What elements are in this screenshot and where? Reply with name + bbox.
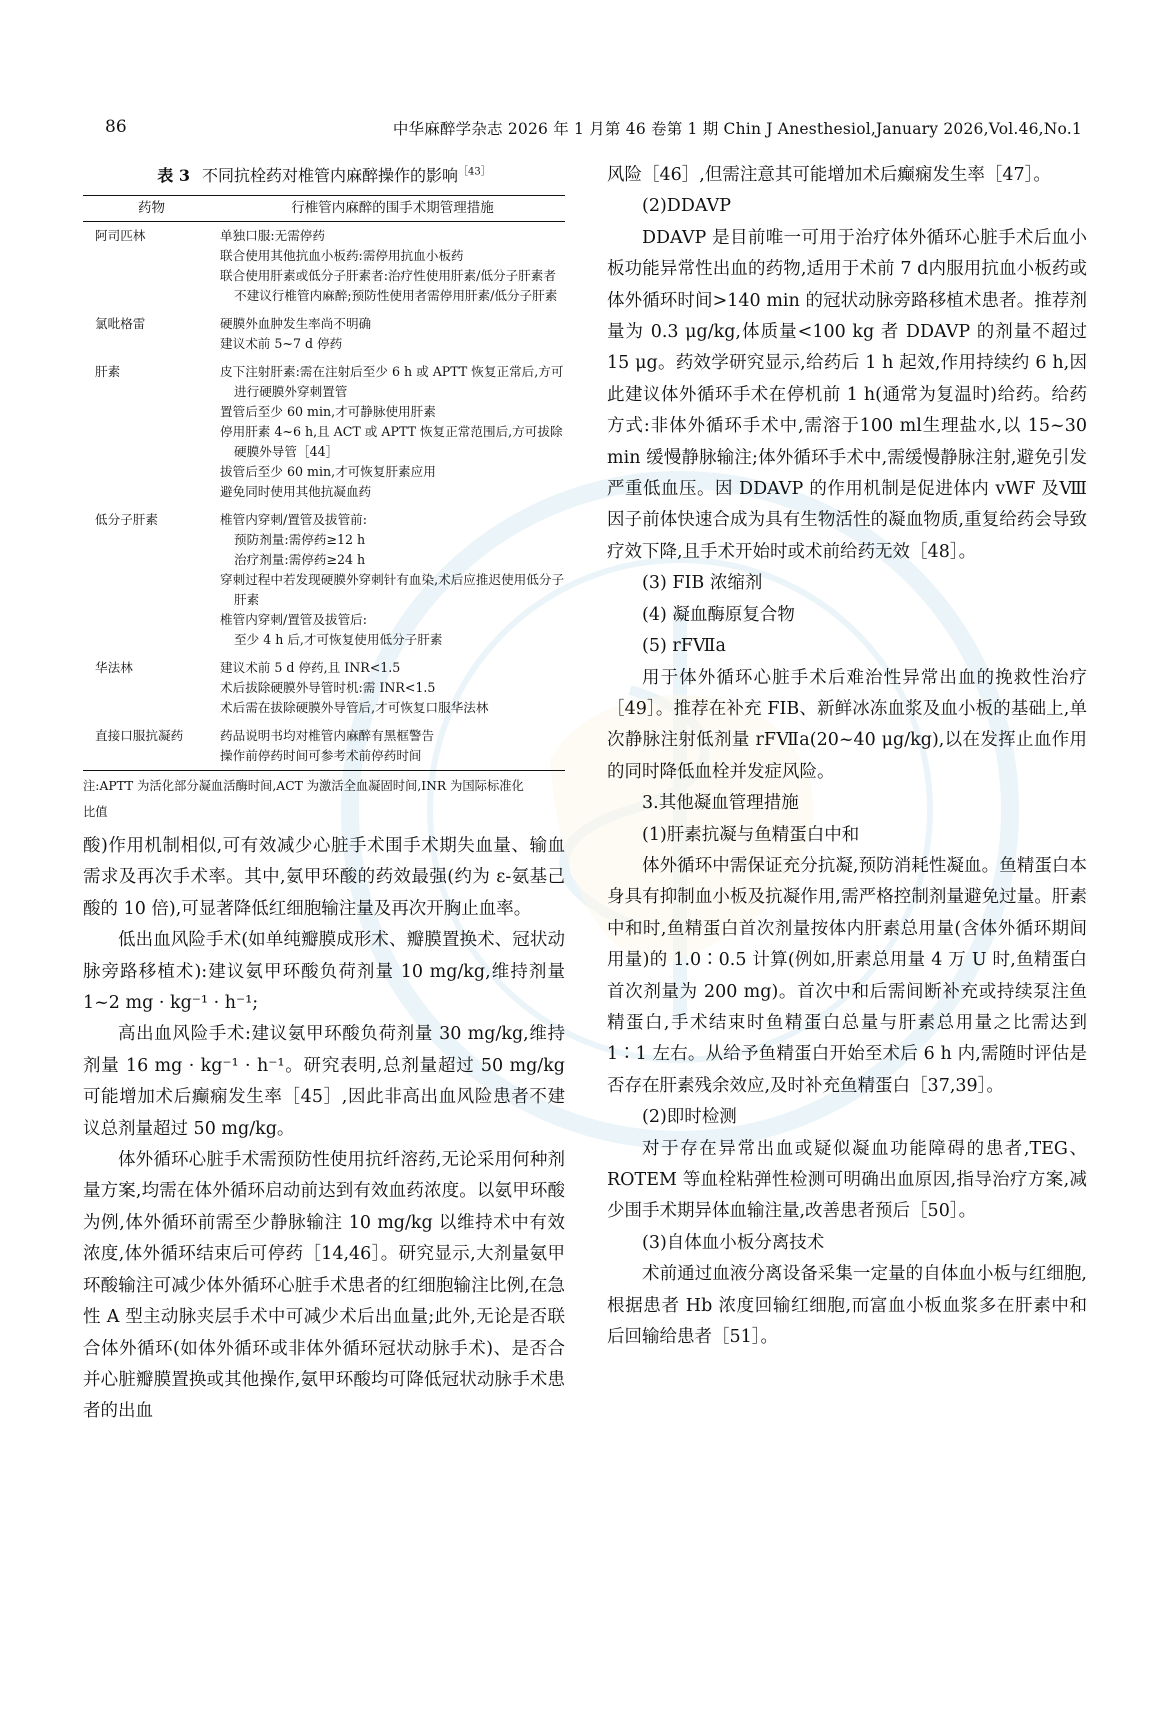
subheading: (2)即时检测 [642, 1107, 737, 1128]
table-header-drug: 药物 [83, 196, 220, 222]
table-label: 表 3 [157, 166, 190, 185]
left-column [83, 160, 565, 1428]
table-cell-measures [220, 222, 565, 311]
measure-line: 药品说明书均对椎管内麻醉有黑框警告 [220, 728, 435, 743]
table-cell-drug: 低分子肝素 [95, 512, 158, 527]
body-paragraph: 用于体外循环心脏手术后难治性异常出血的挽救性治疗［49］。推荐在补充 FIB、新鲜冰冻血浆及血小板的基础上,单次静脉注射低剂量 rFⅦa(20~40 μg/kg),以在发挥止血作用的同时降低血栓并发症风险。 [607, 667, 1087, 782]
measure-line: 联合使用肝素或低分子肝素者:治疗性使用肝素/低分子肝素者 [220, 268, 556, 283]
subheading: (5) rFⅦa [642, 636, 726, 657]
table-row [83, 358, 565, 506]
table-cell-drug: 氯吡格雷 [95, 316, 146, 331]
anticoagulant-table [83, 195, 565, 771]
measure-line: 肝素 [234, 592, 260, 607]
table-note [83, 773, 565, 825]
table-cell-measures [220, 722, 565, 771]
table-cell-drug: 直接口服抗凝药 [83, 722, 220, 771]
measure-line: 联合使用其他抗血小板药:需停用抗血小板药 [220, 248, 464, 263]
measure-line: 停用肝素 4~6 h,且 ACT 或 APTT 恢复正常范围后,方可拔除 [220, 424, 563, 439]
table-header-measures: 行椎管内麻醉的围手术期管理措施 [220, 196, 565, 222]
subheading: (3)自体血小板分离技术 [642, 1232, 825, 1253]
table-cell-drug: 肝素 [95, 364, 121, 379]
table-row [83, 654, 565, 722]
body-paragraph: 术前通过血液分离设备采集一定量的自体血小板与红细胞,根据患者 Hb 浓度回输红细胞,而富血小板血浆多在肝素中和后回输给患者［51］。 [607, 1264, 1087, 1348]
measure-line: 椎管内穿刺/置管及拔管后: [220, 612, 368, 627]
table-cell-drug: 华法林 [95, 660, 133, 675]
measure-line: 预防剂量:需停药≥12 h [234, 532, 366, 547]
measure-line: 治疗剂量:需停药≥24 h [234, 552, 366, 567]
measure-line: 进行硬膜外穿刺置管 [234, 384, 348, 399]
journal-header: 中华麻醉学杂志 2026 年 1 月第 46 卷第 1 期 Chin J Anesthesiol,January 2026,Vol.46,No.1 [392, 120, 1082, 138]
body-paragraph: 酸)作用机制相似,可有效减少心脏手术围手术期失血量、输血需求及再次手术率。其中,氨甲环酸的药效最强(约为 ε-氨基己酸的 10 倍),可显著降低红细胞输注量及再次开胸止血率。 [83, 836, 565, 919]
subheading: (3) FIB 浓缩剂 [642, 573, 763, 594]
table-row [83, 222, 565, 311]
subheading: (2)DDAVP [642, 196, 732, 217]
measure-line: 术后拔除硬膜外导管时机:需 INR<1.5 [220, 680, 436, 695]
subheading: (1)肝素抗凝与鱼精蛋白中和 [642, 824, 860, 845]
table-cell-drug: 阿司匹林 [95, 228, 146, 243]
measure-line: 建议术前 5~7 d 停药 [220, 336, 343, 351]
measure-line: 拔管后至少 60 min,才可恢复肝素应用 [220, 464, 436, 479]
table-cell-measures [220, 358, 565, 506]
table-title-ref: ［43］ [458, 166, 491, 178]
measure-line: 操作前停药时间可参考术前停药时间 [220, 748, 422, 763]
table-title: 不同抗栓药对椎管内麻醉操作的影响 [201, 166, 458, 185]
table-note-line: 比值 [83, 805, 108, 819]
measure-line: 椎管内穿刺/置管及拔管前: [220, 512, 368, 527]
body-paragraph: 低出血风险手术(如单纯瓣膜成形术、瓣膜置换术、冠状动脉旁路移植术):建议氨甲环酸负荷剂量 10 mg/kg,维持剂量 1~2 mg · kg⁻¹ · h⁻¹; [83, 930, 565, 1014]
table-note-line: 注:APTT 为活化部分凝血活酶时间,ACT 为激活全血凝固时间,INR 为国际标准化 [83, 779, 524, 793]
measure-line: 皮下注射肝素:需在注射后至少 6 h 或 APTT 恢复正常后,方可 [220, 364, 564, 379]
measure-line: 置管后至少 60 min,才可静脉使用肝素 [220, 404, 436, 419]
measure-line: 硬膜外导管［44］ [234, 444, 339, 459]
table-cell-measures [220, 654, 565, 722]
table-header-row [83, 196, 565, 222]
table-row [83, 310, 565, 358]
body-paragraph: DDAVP 是目前唯一可用于治疗体外循环心脏手术后血小板功能异常性出血的药物,适用于术前 7 d内服用抗血小板药或体外循环时间>140 min 的冠状动脉旁路移植术患者。推荐剂量为 0.3 μg/kg,体质量<100 kg 者 DDAVP 的剂量不超过 15 μg。药效学研究显示,给药后 1 h 起效,作用持续约 6 h,因此建议体外循环手术在停机前 1 h(通常为复温时)给药。给药方式:非体外循环手术中,需溶于100 ml生理盐水,以 15~30 min 缓慢静脉输注;体外循环手术中,需缓慢静脉注射,避免引发严重低血压。因 DDAVP 的作用机制是促进体内 vWF 及Ⅷ因子前体快速合成为具有生物活性的凝血物质,重复给药会导致疗效下降,且手术开始时或术前给药无效［48］。 [607, 227, 1087, 562]
measure-line: 单独口服:无需停药 [220, 228, 325, 243]
measure-line: 避免同时使用其他抗凝血药 [220, 484, 372, 499]
body-paragraph: 体外循环中需保证充分抗凝,预防消耗性凝血。鱼精蛋白本身具有抑制血小板及抗凝作用,需严格控制剂量避免过量。肝素中和时,鱼精蛋白首次剂量按体内肝素总用量(含体外循环期间用量)的 1.0∶0.5 计算(例如,肝素总用量 4 万 U 时,鱼精蛋白首次剂量为 200 mg)。首次中和后需间断补充或持续泵注鱼精蛋白,手术结束时鱼精蛋白总量与肝素总用量之比需达到 1∶1 左右。从给予鱼精蛋白开始至术后 6 h 内,需随时评估是否存在肝素残余效应,及时补充鱼精蛋白［37,39］。 [607, 855, 1087, 1096]
measure-line: 术后需在拔除硬膜外导管后,才可恢复口服华法林 [220, 700, 489, 715]
body-paragraph: 高出血风险手术:建议氨甲环酸负荷剂量 30 mg/kg,维持剂量 16 mg · kg⁻¹ · h⁻¹。研究表明,总剂量超过 50 mg/kg 可能增加术后癫痫发生率［45］,因此非高出血风险患者不建议总剂量超过 50 mg/kg。 [83, 1024, 565, 1139]
table-row [83, 506, 565, 654]
table-cell-measures [220, 310, 565, 358]
table-caption [83, 163, 565, 186]
measure-line: 至少 4 h 后,才可恢复使用低分子肝素 [234, 632, 443, 647]
body-paragraph: 风险［46］,但需注意其可能增加术后癫痫发生率［47］。 [607, 165, 1051, 185]
measure-line: 硬膜外血肿发生率尚不明确 [220, 316, 372, 331]
subheading: (4) 凝血酶原复合物 [642, 604, 795, 625]
measure-line: 不建议行椎管内麻醉;预防性使用者需停用肝素/低分子肝素 [234, 288, 558, 303]
page-number: 86 [105, 117, 127, 137]
right-column [607, 160, 1087, 1353]
body-paragraph: 体外循环心脏手术需预防性使用抗纤溶药,无论采用何种剂量方案,均需在体外循环启动前达到有效血药浓度。以氨甲环酸为例,体外循环前需至少静脉输注 10 mg/kg 以维持术中有效浓度,体外循环结束后可停药［14,46］。研究显示,大剂量氨甲环酸输注可减少体外循环心脏手术患者的红细胞输注比例,在急性 A 型主动脉夹层手术中可减少术后出血量;此外,无论是否联合体外循环(如体外循环或非体外循环冠状动脉手术)、是否合并心脏瓣膜置换或其他操作,氨甲环酸均可降低冠状动脉手术患者的出血 [83, 1150, 565, 1422]
measure-line: 穿刺过程中若发现硬膜外穿刺针有血染,术后应推迟使用低分子 [220, 572, 565, 587]
section-heading: 3.其他凝血管理措施 [642, 793, 799, 814]
table-row [83, 722, 565, 771]
table-cell-measures [220, 506, 565, 654]
measure-line: 建议术前 5 d 停药,且 INR<1.5 [220, 660, 401, 675]
body-paragraph: 对于存在异常出血或疑似凝血功能障碍的患者,TEG、ROTEM 等血栓粘弹性检测可明确出血原因,指导治疗方案,减少围手术期异体血输注量,改善患者预后［50］。 [607, 1138, 1087, 1222]
